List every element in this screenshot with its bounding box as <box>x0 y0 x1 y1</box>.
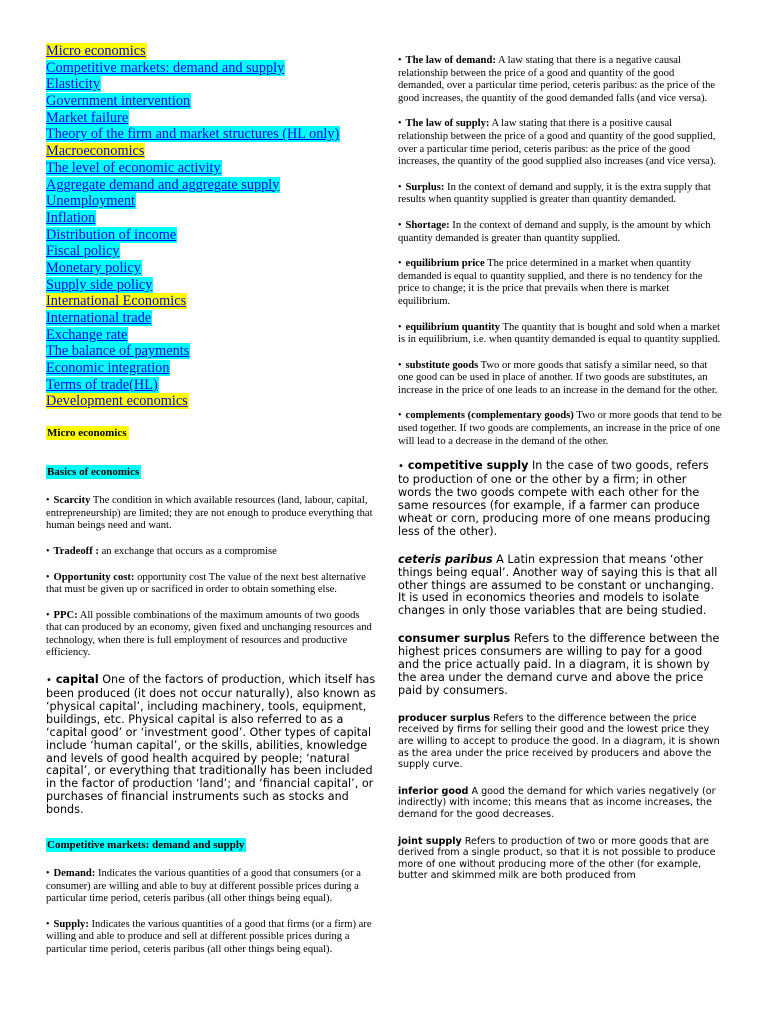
toc-item <box>46 160 376 177</box>
toc-link-elasticity[interactable]: Elasticity <box>46 76 100 93</box>
definition: Indicates the various quantities of a good that firms (or a firm) are willing and able to produce and sell at different possible prices during a particular time period, ceteris paribus (all other things being equal). <box>46 918 372 955</box>
bullet-icon: • <box>398 410 402 422</box>
term: consumer surplus <box>398 632 511 646</box>
definition: In the context of demand and supply, is the amount by which quantity demanded is greater than quantity supplied. <box>398 219 711 244</box>
definition-inferior-good <box>398 786 723 821</box>
definition: Refers to the difference between the price received by firms for selling their good and the lowest price they are willing to accept to produce the good. In a diagram, it is shown as the area under the price received by producers and above the supply curve. <box>398 712 720 771</box>
bullet-icon: • <box>46 545 50 557</box>
term: competitive supply <box>407 459 529 473</box>
definition-substitute-goods <box>398 360 723 398</box>
toc-item <box>46 243 376 260</box>
toc-item <box>46 43 376 60</box>
definition: Two or more goods that satisfy a similar need, so that one good can be used in place of another. If two goods are substitutes, an increase in the price of one leads to an increase in the demand for the other. <box>398 359 718 396</box>
definition: A good the demand for which varies negatively (or indirectly) with income; this means that as income increases, the demand for the good decreases. <box>398 785 716 820</box>
toc-item <box>46 126 376 143</box>
bullet-icon: • <box>46 868 50 880</box>
toc-item <box>46 177 376 194</box>
toc-link-theory-of-firm[interactable]: Theory of the firm and market structures (HL only) <box>46 126 340 143</box>
toc-link-supply-side-policy[interactable]: Supply side policy <box>46 276 153 293</box>
definition-producer-surplus <box>398 713 723 771</box>
definition-capital <box>46 674 376 817</box>
term: Scarcity <box>53 495 91 507</box>
toc-link-economic-integration[interactable]: Economic integration <box>46 360 170 377</box>
bullet-icon: • <box>398 118 402 130</box>
toc-item <box>46 293 376 310</box>
term: substitute goods <box>405 359 479 371</box>
definition-supply <box>46 919 376 957</box>
term: The law of demand: <box>405 55 496 66</box>
toc-item <box>46 277 376 294</box>
term: Surplus: <box>405 181 445 193</box>
toc-link-ad-as[interactable]: Aggregate demand and aggregate supply <box>46 176 280 193</box>
term: PPC: <box>53 609 78 621</box>
toc-link-government-intervention[interactable]: Government intervention <box>46 93 191 110</box>
toc-link-economic-activity[interactable]: The level of economic activity <box>46 159 221 176</box>
term: Tradeoff : <box>53 545 99 557</box>
toc-link-international-trade[interactable]: International trade <box>46 310 152 326</box>
definition-competitive-supply <box>398 460 723 538</box>
toc-link-inflation[interactable]: Inflation <box>46 209 96 226</box>
toc-link-international-economics[interactable]: International Economics <box>46 293 187 310</box>
toc-link-competitive-markets[interactable]: Competitive markets: demand and supply <box>46 59 285 76</box>
definition-equilibrium-price <box>398 258 723 308</box>
definition-ceteris-paribus <box>398 554 723 619</box>
definition: an exchange that occurs as a compromise <box>98 545 277 557</box>
toc-link-macroeconomics[interactable]: Macroeconomics <box>46 143 145 160</box>
section-heading-competitive <box>46 835 376 853</box>
term: Opportunity cost: <box>53 571 135 583</box>
bullet-icon: • <box>398 181 402 193</box>
term: ceteris paribus <box>398 552 493 566</box>
term: Shortage: <box>405 219 450 231</box>
definition-equilibrium-quantity <box>398 322 723 347</box>
bullet-icon: • <box>46 609 50 621</box>
toc-item <box>46 393 376 410</box>
toc-item <box>46 193 376 210</box>
definition-complements <box>398 410 723 448</box>
toc-item <box>46 310 376 327</box>
bullet-icon: • <box>398 219 402 231</box>
toc-link-distribution-income[interactable]: Distribution of income <box>46 226 177 243</box>
bullet-icon: • <box>46 571 50 583</box>
definition-ppc <box>46 610 376 660</box>
term: complements (complementary goods) <box>405 410 574 422</box>
bullet-icon: • <box>398 461 404 473</box>
definition: Two or more goods that tend to be used together. If two goods are complements, an increase in the price of one will lead to a decrease in the demand of the other. <box>398 410 722 447</box>
definition-tradeoff <box>46 546 376 559</box>
toc-item <box>46 377 376 394</box>
section-title: Basics of economics <box>47 466 140 479</box>
term: equilibrium price <box>405 258 485 270</box>
toc-link-fiscal-policy[interactable]: Fiscal policy <box>46 243 120 260</box>
definition: One of the factors of production, which itself has been produced (it does not occur naturally), also known as ‘physical capital’, including machinery, tools, equipment, buildings, etc. Physical capital is also referred to as a ‘capital good’ or ‘investment good’. Other types of capital include ‘human capital’, or the skills, abilities, knowledge and levels of good health acquired by people; ‘natural capital’, or everything that traditionally has been included in the factor of production ‘land’; and ‘financial capital’, or purchases of financial instruments such as stocks and bonds. <box>46 673 376 817</box>
toc-link-balance-of-payments[interactable]: The balance of payments <box>46 343 190 360</box>
definition-law-of-demand <box>398 55 723 105</box>
section-title: Competitive markets: demand and supply <box>47 839 245 852</box>
definition: A law stating that there is a negative causal relationship between the price of a good and quantity of the good demanded, over a particular time period, ceteris paribus: as the price of the good increases, the quantity of the good demanded falls (and vice versa). <box>398 55 716 104</box>
definition: Refers to the difference between the highest prices consumers are willing to pay for a good and the price actually paid. In a diagram, it is shown by the area under the demand curve and above the price paid by consumers. <box>398 632 720 697</box>
term: The law of supply: <box>405 118 490 130</box>
term: Demand: <box>53 868 96 880</box>
toc-link-micro-economics[interactable]: Micro economics <box>46 43 146 59</box>
definition-opportunity-cost <box>46 572 376 597</box>
toc-link-market-failure[interactable]: Market failure <box>46 109 129 126</box>
bullet-icon: • <box>398 359 402 371</box>
toc-item <box>46 227 376 244</box>
definition: The price determined in a market when quantity demanded is equal to quantity supplied, and there is no tendency for the price to change; it is the price that prevails when there is market equilibrium. <box>398 258 703 307</box>
section-heading-basics <box>46 462 376 480</box>
toc-item <box>46 343 376 360</box>
definition: All possible combinations of the maximum amounts of two goods that can produced by an economy, given fixed and unchanging resources and technology, when there is full employment of resources and productive efficiency. <box>46 609 372 659</box>
bullet-icon: • <box>46 918 50 930</box>
toc-link-monetary-policy[interactable]: Monetary policy <box>46 259 141 276</box>
definition: Refers to production of two or more goods that are derived from a single product, so that it is not possible to produce more of one without producing more of the other (for example, butter and skimmed milk are both produced from <box>398 835 716 882</box>
section-title: Micro economics <box>47 427 127 440</box>
toc-item <box>46 143 376 160</box>
definition: opportunity cost The value of the next best alternative that must be given up or sacrificed in order to obtain something else. <box>46 571 366 596</box>
left-column <box>46 43 376 957</box>
toc-item <box>46 210 376 227</box>
definition-shortage <box>398 220 723 245</box>
definition-consumer-surplus <box>398 633 723 698</box>
term: joint supply <box>398 835 462 847</box>
definition: A law stating that there is a positive causal relationship between the price of a good and quantity of the good supplied, over a particular time period, ceteris paribus: as the price of the good increases, the quantity of the good supplied also increases (and vice versa). <box>398 118 716 168</box>
definition-scarcity <box>46 495 376 533</box>
toc-item <box>46 76 376 93</box>
term: inferior good <box>398 785 469 797</box>
definition: The condition in which available resources (land, labour, capital, entrepreneurship) are limited; they are not enough to produce everything that human beings need and want. <box>46 495 373 532</box>
toc-link-terms-of-trade[interactable]: Terms of trade(HL) <box>46 376 158 393</box>
section-heading-micro <box>46 423 376 441</box>
term: capital <box>55 673 99 687</box>
toc-item <box>46 327 376 344</box>
term: producer surplus <box>398 712 491 724</box>
definition-surplus <box>398 182 723 207</box>
toc-item <box>46 360 376 377</box>
bullet-icon: • <box>398 55 402 66</box>
definition: In the context of demand and supply, it is the extra supply that results when quantity supplied is greater than quantity demanded. <box>398 181 711 206</box>
right-column <box>398 55 723 882</box>
definition-law-of-supply <box>398 118 723 168</box>
bullet-icon: • <box>46 675 52 687</box>
definition: A Latin expression that means ‘other things being equal’. Another way of saying this is that all other things are assumed to be constant or unchanging. It is used in economics theories and models to isolate changes in only those variables that are being studied. <box>398 552 718 618</box>
toc-item <box>46 260 376 277</box>
toc-link-exchange-rate[interactable]: Exchange rate <box>46 326 128 343</box>
table-of-contents <box>46 43 376 410</box>
bullet-icon: • <box>46 495 50 507</box>
definition: The quantity that is bought and sold when a market is in equilibrium, i.e. when quantity demanded is equal to quantity supplied. <box>398 321 721 346</box>
term: equilibrium quantity <box>405 321 501 333</box>
bullet-icon: • <box>398 258 402 270</box>
definition-demand <box>46 868 376 906</box>
definition: In the case of two goods, refers to production of one or the other by a firm; in other words the two goods compete with each other for the same resources (for example, if a farmer can produce wheat or corn, producing more of one means producing less of the other). <box>398 459 711 538</box>
definition-joint-supply <box>398 836 723 882</box>
toc-item <box>46 110 376 127</box>
term: Supply: <box>53 918 89 930</box>
toc-item <box>46 60 376 77</box>
definition: Indicates the various quantities of a good that consumers (or a consumer) are willing and able to buy at different possible prices during a particular time period, ceteris paribus (all other things being equal). <box>46 868 361 905</box>
bullet-icon: • <box>398 321 402 333</box>
toc-item <box>46 93 376 110</box>
toc-link-unemployment[interactable]: Unemployment <box>46 193 135 210</box>
toc-link-development-economics[interactable]: Development economics <box>46 393 188 410</box>
